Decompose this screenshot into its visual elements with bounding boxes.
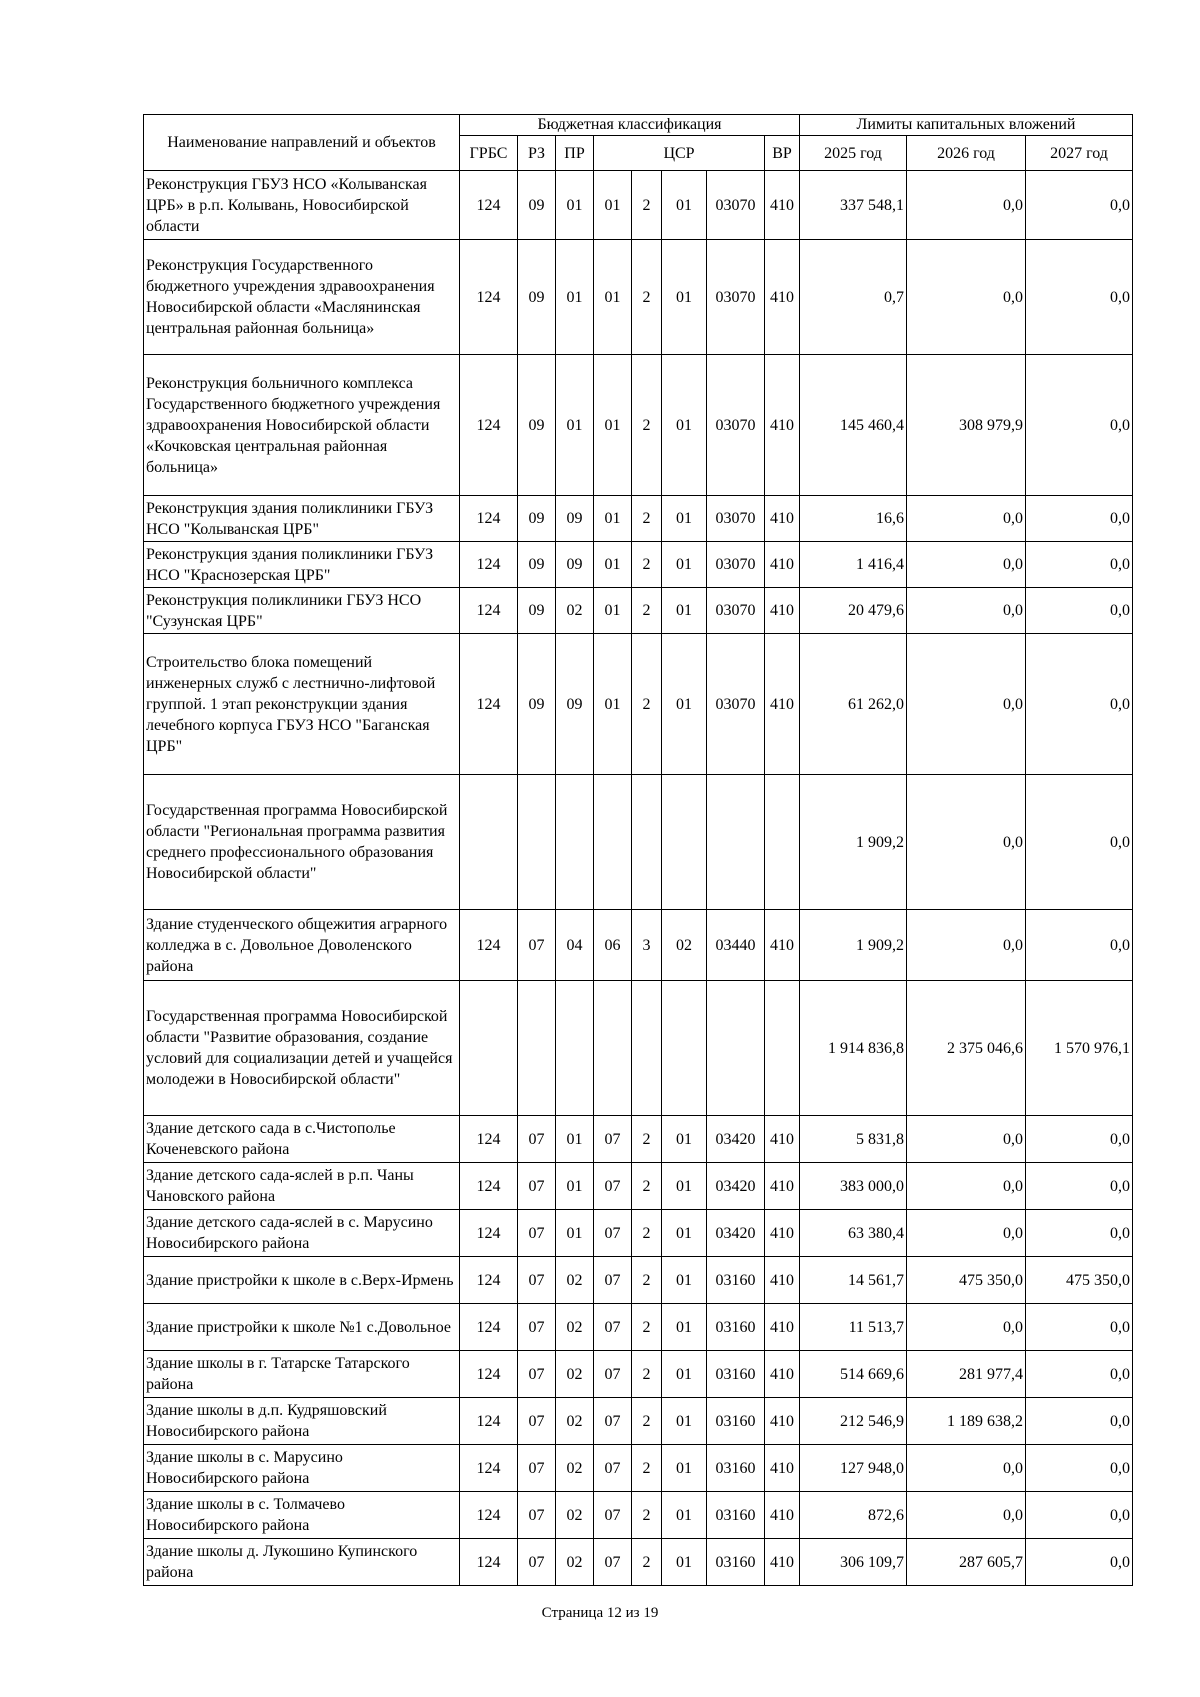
row-name: Реконструкция поликлиники ГБУЗ НСО "Сузунская ЦРБ" (144, 588, 460, 634)
row-csr-event (662, 775, 707, 910)
row-csr-program: 07 (594, 1445, 632, 1492)
row-csr-event: 01 (662, 1539, 707, 1586)
row-rz: 09 (518, 171, 556, 240)
row-limit-2027: 0,0 (1026, 588, 1133, 634)
row-limit-2027: 0,0 (1026, 1539, 1133, 1586)
row-limit-2025: 14 561,7 (800, 1257, 907, 1304)
row-csr-event: 01 (662, 1210, 707, 1257)
row-limit-2027: 0,0 (1026, 1210, 1133, 1257)
page-number: Страница 12 из 19 (541, 1605, 659, 1621)
row-csr-program: 07 (594, 1539, 632, 1586)
program-row (144, 775, 1133, 910)
row-csr-event: 02 (662, 910, 707, 981)
row-name: Здание детского сада-яслей в р.п. Чаны Чановского района (144, 1163, 460, 1210)
row-pr: 01 (556, 171, 594, 240)
row-rz: 07 (518, 1445, 556, 1492)
row-csr-type: 2 (632, 240, 662, 355)
row-vr: 410 (765, 1398, 800, 1445)
row-csr-type: 2 (632, 542, 662, 588)
row-name: Здание школы в д.п. Кудряшовский Новосибирского района (144, 1398, 460, 1445)
row-csr-program: 07 (594, 1257, 632, 1304)
header-capital-limits: Лимиты капитальных вложений (800, 115, 1133, 136)
row-rz (518, 981, 556, 1116)
row-pr: 02 (556, 1492, 594, 1539)
row-name: Реконструкция больничного комплекса Государственного бюджетного учреждения здравоохранения Новосибирской области «Кочковская центральная районная больница» (144, 355, 460, 496)
row-vr: 410 (765, 1210, 800, 1257)
table-row (144, 542, 1133, 588)
table-row (144, 1163, 1133, 1210)
row-grbs: 124 (460, 1257, 518, 1304)
row-rz: 07 (518, 1257, 556, 1304)
row-csr-type: 2 (632, 634, 662, 775)
row-limit-2026: 0,0 (907, 1304, 1026, 1351)
row-limit-2026: 0,0 (907, 1445, 1026, 1492)
row-csr-direction: 03440 (707, 910, 765, 981)
row-vr: 410 (765, 1257, 800, 1304)
row-name: Здание школы д. Лукошино Купинского района (144, 1539, 460, 1586)
row-csr-direction (707, 981, 765, 1116)
row-rz: 07 (518, 1492, 556, 1539)
row-limit-2027: 0,0 (1026, 1398, 1133, 1445)
row-csr-event: 01 (662, 1492, 707, 1539)
row-grbs: 124 (460, 1210, 518, 1257)
row-pr: 02 (556, 1257, 594, 1304)
row-limit-2025: 1 914 836,8 (800, 981, 907, 1116)
row-pr: 09 (556, 496, 594, 542)
row-limit-2026: 2 375 046,6 (907, 981, 1026, 1116)
header-csr: ЦСР (594, 136, 765, 171)
header-name: Наименование направлений и объектов (144, 115, 460, 171)
row-csr-direction: 03160 (707, 1539, 765, 1586)
row-rz (518, 775, 556, 910)
row-csr-type: 2 (632, 1492, 662, 1539)
table-row (144, 171, 1133, 240)
row-vr (765, 775, 800, 910)
row-name: Здание студенческого общежития аграрного колледжа в с. Довольное Доволенского района (144, 910, 460, 981)
row-pr: 01 (556, 1210, 594, 1257)
row-name: Здание школы в с. Марусино Новосибирского района (144, 1445, 460, 1492)
table-row (144, 240, 1133, 355)
row-csr-type (632, 981, 662, 1116)
row-csr-event: 01 (662, 1116, 707, 1163)
row-rz: 09 (518, 542, 556, 588)
row-limit-2026: 0,0 (907, 910, 1026, 981)
row-csr-type: 2 (632, 1398, 662, 1445)
row-pr: 02 (556, 588, 594, 634)
row-csr-program (594, 981, 632, 1116)
row-limit-2026: 281 977,4 (907, 1351, 1026, 1398)
row-grbs (460, 981, 518, 1116)
row-pr (556, 981, 594, 1116)
row-limit-2026: 0,0 (907, 1492, 1026, 1539)
row-limit-2025: 20 479,6 (800, 588, 907, 634)
row-rz: 09 (518, 496, 556, 542)
row-limit-2027: 0,0 (1026, 1492, 1133, 1539)
row-name: Здание пристройки к школе в с.Верх-Ирмень (144, 1257, 460, 1304)
header-2027: 2027 год (1026, 136, 1133, 171)
row-csr-direction: 03420 (707, 1210, 765, 1257)
row-name: Реконструкция здания поликлиники ГБУЗ НСО "Колыванская ЦРБ" (144, 496, 460, 542)
row-grbs (460, 775, 518, 910)
row-limit-2026: 475 350,0 (907, 1257, 1026, 1304)
row-csr-event: 01 (662, 240, 707, 355)
row-grbs: 124 (460, 542, 518, 588)
row-name: Здание пристройки к школе №1 с.Довольное (144, 1304, 460, 1351)
row-vr: 410 (765, 1304, 800, 1351)
table-body (144, 171, 1133, 1586)
row-csr-type: 2 (632, 588, 662, 634)
row-csr-direction: 03420 (707, 1163, 765, 1210)
row-limit-2025: 1 416,4 (800, 542, 907, 588)
row-csr-program: 07 (594, 1304, 632, 1351)
row-limit-2026: 0,0 (907, 240, 1026, 355)
row-limit-2025: 514 669,6 (800, 1351, 907, 1398)
row-pr: 02 (556, 1304, 594, 1351)
row-csr-type: 2 (632, 1445, 662, 1492)
row-limit-2025: 0,7 (800, 240, 907, 355)
row-csr-event: 01 (662, 171, 707, 240)
row-csr-type: 2 (632, 1210, 662, 1257)
row-csr-program (594, 775, 632, 910)
table-row (144, 1304, 1133, 1351)
row-rz: 07 (518, 910, 556, 981)
table-row (144, 634, 1133, 775)
row-rz: 07 (518, 1304, 556, 1351)
row-csr-event: 01 (662, 1398, 707, 1445)
row-rz: 07 (518, 1539, 556, 1586)
row-vr: 410 (765, 1445, 800, 1492)
row-rz: 09 (518, 634, 556, 775)
row-csr-program: 01 (594, 171, 632, 240)
row-pr: 01 (556, 1163, 594, 1210)
row-rz: 07 (518, 1163, 556, 1210)
row-grbs: 124 (460, 496, 518, 542)
row-limit-2027: 1 570 976,1 (1026, 981, 1133, 1116)
row-csr-type: 2 (632, 1163, 662, 1210)
row-limit-2026: 0,0 (907, 542, 1026, 588)
header-vr: ВР (765, 136, 800, 171)
row-limit-2025: 145 460,4 (800, 355, 907, 496)
row-name: Здание детского сада-яслей в с. Марусино Новосибирского района (144, 1210, 460, 1257)
row-csr-type: 2 (632, 355, 662, 496)
row-limit-2025: 16,6 (800, 496, 907, 542)
row-limit-2025: 383 000,0 (800, 1163, 907, 1210)
row-grbs: 124 (460, 1398, 518, 1445)
row-grbs: 124 (460, 240, 518, 355)
row-limit-2026: 0,0 (907, 1116, 1026, 1163)
row-limit-2027: 0,0 (1026, 171, 1133, 240)
row-limit-2026: 1 189 638,2 (907, 1398, 1026, 1445)
row-pr: 09 (556, 634, 594, 775)
row-grbs: 124 (460, 1304, 518, 1351)
row-rz: 07 (518, 1210, 556, 1257)
row-limit-2027: 0,0 (1026, 1351, 1133, 1398)
row-csr-type: 2 (632, 1351, 662, 1398)
row-pr: 01 (556, 1116, 594, 1163)
row-csr-program: 01 (594, 542, 632, 588)
row-rz: 07 (518, 1116, 556, 1163)
row-csr-direction: 03070 (707, 171, 765, 240)
row-csr-direction: 03160 (707, 1398, 765, 1445)
row-vr: 410 (765, 240, 800, 355)
row-pr: 02 (556, 1351, 594, 1398)
row-pr: 01 (556, 355, 594, 496)
row-csr-type: 2 (632, 171, 662, 240)
row-limit-2027: 0,0 (1026, 775, 1133, 910)
row-csr-program: 07 (594, 1210, 632, 1257)
row-pr: 04 (556, 910, 594, 981)
row-name: Реконструкция Государственного бюджетного учреждения здравоохранения Новосибирской области «Маслянинская центральная районная больница» (144, 240, 460, 355)
row-name: Реконструкция ГБУЗ НСО «Колыванская ЦРБ» в р.п. Колывань, Новосибирской области (144, 171, 460, 240)
row-csr-direction: 03070 (707, 588, 765, 634)
row-csr-direction (707, 775, 765, 910)
table-row (144, 588, 1133, 634)
row-csr-event: 01 (662, 1351, 707, 1398)
header-pr: ПР (556, 136, 594, 171)
row-vr: 410 (765, 1163, 800, 1210)
table-row (144, 1398, 1133, 1445)
row-limit-2026: 308 979,9 (907, 355, 1026, 496)
header-2025: 2025 год (800, 136, 907, 171)
row-csr-type: 2 (632, 1304, 662, 1351)
row-limit-2027: 0,0 (1026, 1116, 1133, 1163)
row-csr-direction: 03160 (707, 1257, 765, 1304)
table-row (144, 1539, 1133, 1586)
table-row (144, 496, 1133, 542)
row-vr: 410 (765, 171, 800, 240)
row-limit-2025: 1 909,2 (800, 775, 907, 910)
row-csr-direction: 03160 (707, 1351, 765, 1398)
row-vr: 410 (765, 355, 800, 496)
table-row (144, 355, 1133, 496)
row-csr-event: 01 (662, 1257, 707, 1304)
row-csr-direction: 03070 (707, 240, 765, 355)
header-budget-classification: Бюджетная классификация (460, 115, 800, 136)
row-vr (765, 981, 800, 1116)
row-name: Реконструкция здания поликлиники ГБУЗ НСО "Краснозерская ЦРБ" (144, 542, 460, 588)
row-csr-type: 2 (632, 1539, 662, 1586)
row-csr-direction: 03070 (707, 496, 765, 542)
row-csr-event (662, 981, 707, 1116)
row-csr-program: 06 (594, 910, 632, 981)
row-limit-2025: 11 513,7 (800, 1304, 907, 1351)
row-pr (556, 775, 594, 910)
row-rz: 09 (518, 355, 556, 496)
row-rz: 09 (518, 240, 556, 355)
row-pr: 02 (556, 1539, 594, 1586)
row-limit-2027: 0,0 (1026, 910, 1133, 981)
table-row (144, 1492, 1133, 1539)
row-csr-direction: 03160 (707, 1445, 765, 1492)
row-grbs: 124 (460, 1492, 518, 1539)
row-grbs: 124 (460, 171, 518, 240)
table-row (144, 1445, 1133, 1492)
row-csr-direction: 03070 (707, 355, 765, 496)
row-name: Государственная программа Новосибирской области "Развитие образования, создание условий для социализации детей и учащейся молодежи в Новосибирской области" (144, 981, 460, 1116)
row-vr: 410 (765, 1351, 800, 1398)
row-csr-direction: 03160 (707, 1492, 765, 1539)
row-csr-program: 07 (594, 1116, 632, 1163)
row-limit-2026: 0,0 (907, 496, 1026, 542)
row-csr-program: 01 (594, 634, 632, 775)
row-vr: 410 (765, 496, 800, 542)
row-grbs: 124 (460, 1445, 518, 1492)
row-limit-2026: 0,0 (907, 588, 1026, 634)
row-csr-program: 01 (594, 496, 632, 542)
row-csr-type: 2 (632, 496, 662, 542)
row-limit-2027: 0,0 (1026, 542, 1133, 588)
row-limit-2026: 0,0 (907, 171, 1026, 240)
table-row (144, 1210, 1133, 1257)
row-csr-event: 01 (662, 542, 707, 588)
row-limit-2026: 0,0 (907, 1163, 1026, 1210)
row-csr-program: 07 (594, 1351, 632, 1398)
header-2026: 2026 год (907, 136, 1026, 171)
row-grbs: 124 (460, 1351, 518, 1398)
row-limit-2027: 475 350,0 (1026, 1257, 1133, 1304)
row-vr: 410 (765, 1492, 800, 1539)
row-csr-event: 01 (662, 634, 707, 775)
row-grbs: 124 (460, 634, 518, 775)
row-limit-2027: 0,0 (1026, 496, 1133, 542)
row-limit-2027: 0,0 (1026, 1445, 1133, 1492)
row-grbs: 124 (460, 1163, 518, 1210)
program-row (144, 981, 1133, 1116)
row-limit-2025: 337 548,1 (800, 171, 907, 240)
row-name: Здание школы в г. Татарске Татарского района (144, 1351, 460, 1398)
row-rz: 07 (518, 1398, 556, 1445)
row-csr-program: 07 (594, 1163, 632, 1210)
row-rz: 07 (518, 1351, 556, 1398)
row-vr: 410 (765, 588, 800, 634)
row-csr-event: 01 (662, 588, 707, 634)
row-csr-program: 01 (594, 240, 632, 355)
row-name: Здание школы в с. Толмачево Новосибирского района (144, 1492, 460, 1539)
row-grbs: 124 (460, 355, 518, 496)
row-pr: 02 (556, 1398, 594, 1445)
row-grbs: 124 (460, 1116, 518, 1163)
row-csr-direction: 03070 (707, 634, 765, 775)
capital-investment-table (143, 114, 1133, 1586)
row-limit-2027: 0,0 (1026, 240, 1133, 355)
row-csr-type (632, 775, 662, 910)
row-pr: 09 (556, 542, 594, 588)
row-limit-2025: 212 546,9 (800, 1398, 907, 1445)
row-csr-program: 07 (594, 1492, 632, 1539)
row-grbs: 124 (460, 1539, 518, 1586)
row-pr: 01 (556, 240, 594, 355)
row-csr-type: 3 (632, 910, 662, 981)
row-csr-program: 01 (594, 355, 632, 496)
table-row (144, 1257, 1133, 1304)
row-limit-2025: 872,6 (800, 1492, 907, 1539)
table-row (144, 1351, 1133, 1398)
row-csr-direction: 03420 (707, 1116, 765, 1163)
row-csr-program: 07 (594, 1398, 632, 1445)
row-limit-2025: 306 109,7 (800, 1539, 907, 1586)
row-rz: 09 (518, 588, 556, 634)
row-csr-direction: 03160 (707, 1304, 765, 1351)
row-name: Строительство блока помещений инженерных служб с лестнично-лифтовой группой. 1 этап реконструкции здания лечебного корпуса ГБУЗ НСО "Баганская ЦРБ" (144, 634, 460, 775)
row-limit-2025: 1 909,2 (800, 910, 907, 981)
row-limit-2025: 5 831,8 (800, 1116, 907, 1163)
row-csr-event: 01 (662, 496, 707, 542)
row-vr: 410 (765, 634, 800, 775)
row-limit-2027: 0,0 (1026, 1163, 1133, 1210)
row-grbs: 124 (460, 588, 518, 634)
row-limit-2026: 0,0 (907, 1210, 1026, 1257)
row-csr-event: 01 (662, 1163, 707, 1210)
row-csr-program: 01 (594, 588, 632, 634)
row-vr: 410 (765, 910, 800, 981)
row-limit-2027: 0,0 (1026, 634, 1133, 775)
row-vr: 410 (765, 1116, 800, 1163)
row-csr-direction: 03070 (707, 542, 765, 588)
row-grbs: 124 (460, 910, 518, 981)
table-row (144, 1116, 1133, 1163)
row-pr: 02 (556, 1445, 594, 1492)
row-limit-2025: 63 380,4 (800, 1210, 907, 1257)
row-limit-2026: 0,0 (907, 775, 1026, 910)
row-csr-event: 01 (662, 355, 707, 496)
row-limit-2025: 61 262,0 (800, 634, 907, 775)
row-limit-2026: 287 605,7 (907, 1539, 1026, 1586)
row-name: Государственная программа Новосибирской области "Региональная программа развития среднего профессионального образования Новосибирской области" (144, 775, 460, 910)
row-csr-event: 01 (662, 1304, 707, 1351)
row-csr-type: 2 (632, 1257, 662, 1304)
row-vr: 410 (765, 542, 800, 588)
row-limit-2026: 0,0 (907, 634, 1026, 775)
header-rz: РЗ (518, 136, 556, 171)
row-name: Здание детского сада в с.Чистополье Коченевского района (144, 1116, 460, 1163)
row-limit-2027: 0,0 (1026, 1304, 1133, 1351)
row-csr-type: 2 (632, 1116, 662, 1163)
table-row (144, 910, 1133, 981)
row-csr-event: 01 (662, 1445, 707, 1492)
row-vr: 410 (765, 1539, 800, 1586)
header-grbs: ГРБС (460, 136, 518, 171)
row-limit-2027: 0,0 (1026, 355, 1133, 496)
row-limit-2025: 127 948,0 (800, 1445, 907, 1492)
